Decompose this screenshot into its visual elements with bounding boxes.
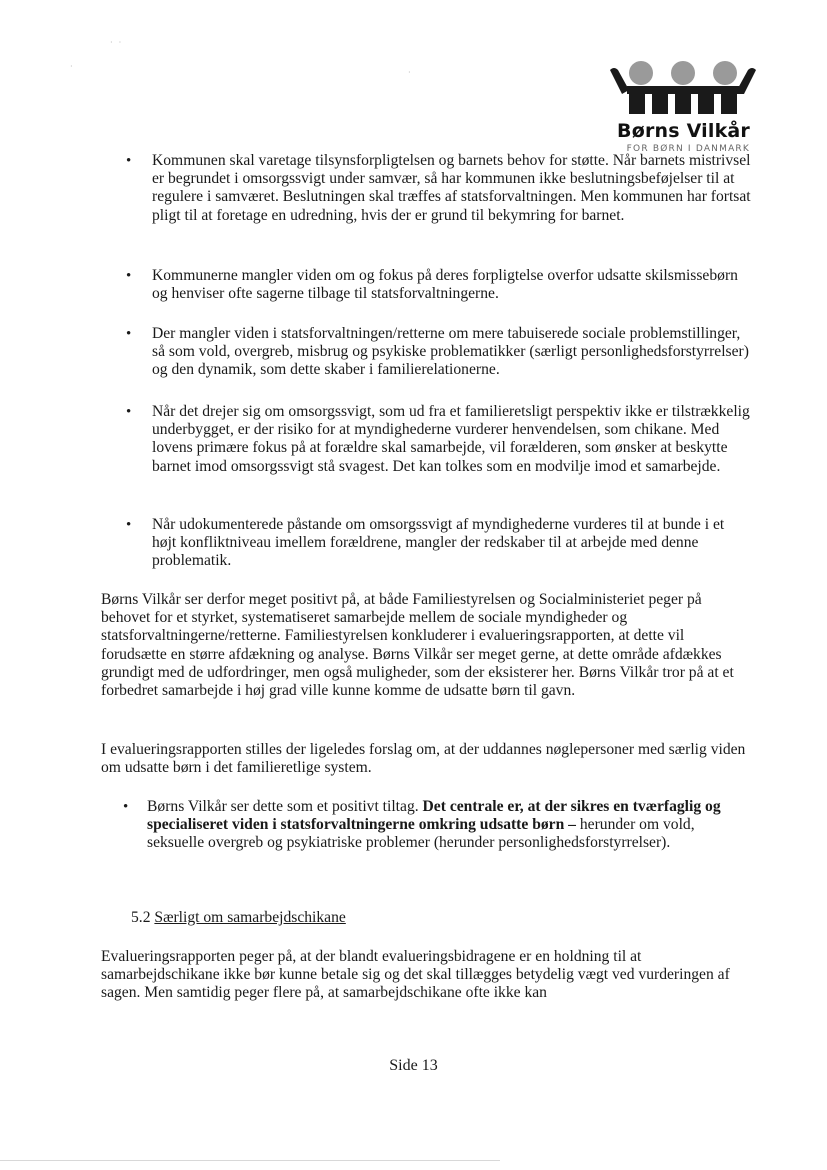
bullet-item	[147, 798, 745, 853]
section-title: Særligt om samarbejdschikane	[154, 909, 346, 926]
bullet-item: • Der mangler viden i statsforvaltningen/retterne om mere tabuiserede sociale problemstillinger, så som vold, overgreb, misbrug og psykiske problematikker (særligt personlighedsforstyrrelser) og den dynamik, som dette skaber i familierelationerne.	[152, 325, 752, 380]
body-paragraph: I evalueringsrapporten stilles der ligeledes forslag om, at der uddannes nøglepersoner med særlig viden om udsatte børn i det familieretlige system.	[101, 741, 746, 777]
body-paragraph: Børns Vilkår ser derfor meget positivt på, at både Familiestyrelsen og Socialministeriet peger på behovet for et styrket, systematiseret samarbejde mellem de sociale myndigheder og statsforvaltningerne/retterne. Familiestyrelsen konkluderer i evalueringsrapporten, at dette vil forudsætte en større afdækning og analyse. Børns Vilkår ser meget gerne, at dette område afdækkes grundigt med de udfordringer, men også muligheder, som der eksisterer her. Børns Vilkår tror på at et forbedret samarbejde i høj grad ville kunne komme de udsatte børn til gavn.	[101, 591, 734, 700]
bullet-rest: herunder om vold, seksuelle overgreb og psykiatriske problemer (herunder personlighedsforstyrrelser).	[147, 816, 695, 852]
borns-vilkar-logo	[608, 56, 756, 156]
bullet-bold: Det centrale er, at der sikres en tværfaglig og specialiseret viden i statsforvaltningerne omkring udsatte børn –	[147, 798, 721, 834]
bullet-item: • Kommunerne mangler viden om og fokus på deres forpligtelse overfor udsatte skilsmissebørn og henviser ofte sagerne tilbage til statsforvaltningerne.	[152, 267, 752, 303]
page-number: Side 13	[389, 1057, 438, 1074]
logo-figures-icon	[608, 56, 756, 118]
scan-edge-line	[0, 1160, 500, 1161]
bullet-lead: Børns Vilkår ser dette som et positivt tiltag.	[147, 798, 423, 815]
body-paragraph: Evalueringsrapporten peger på, at der blandt evalueringsbidragene er en holdning til at samarbejdschikane ikke bør kunne betale sig og det skal tillægges betydelig vægt ved vurderingen af sagen. Men samtidig peger flere på, at samarbejdschikane ofte ikke kan	[101, 948, 730, 1002]
scan-speck: · ·	[110, 38, 122, 47]
bullet-item: • Kommunen skal varetage tilsynsforpligtelsen og barnets behov for støtte. Når barnets mistrivsel er begrundet i omsorgssvigt under samvær, så har kommunen ikke beslutningsbeføjelser til at regulere i samværet. Beslutningen skal træffes af statsforvaltningen. Men kommunen har fortsat pligt til at foretage en udredning, hvis der er grund til bekymring for barnet.	[152, 152, 752, 225]
logo-tagline: FOR BØRN I DANMARK	[626, 144, 750, 154]
bullet-item: • Når udokumenterede påstande om omsorgssvigt af myndighederne vurderes til at bunde i et højt konfliktniveau imellem forældrene, mangler der redskaber til at arbejde med denne problematik.	[152, 516, 752, 571]
scan-speck: ·	[70, 62, 73, 71]
logo-name: Børns Vilkår	[617, 120, 750, 142]
bullet-item: • Når det drejer sig om omsorgssvigt, som ud fra et familieretsligt perspektiv ikke er tilstrækkelig underbygget, er der risiko for at myndighederne vurderer henvendelsen, som chikane. Med lovens primære fokus på at forældre skal samarbejde, vil forælderen, som ønsker at beskytte barnet imod omsorgssvigt stå svagest. Det kan tolkes som en modvilje imod et samarbejde.	[152, 403, 752, 476]
scan-speck: ·	[408, 68, 411, 77]
section-number: 5.2	[131, 909, 151, 926]
section-heading	[131, 909, 346, 927]
